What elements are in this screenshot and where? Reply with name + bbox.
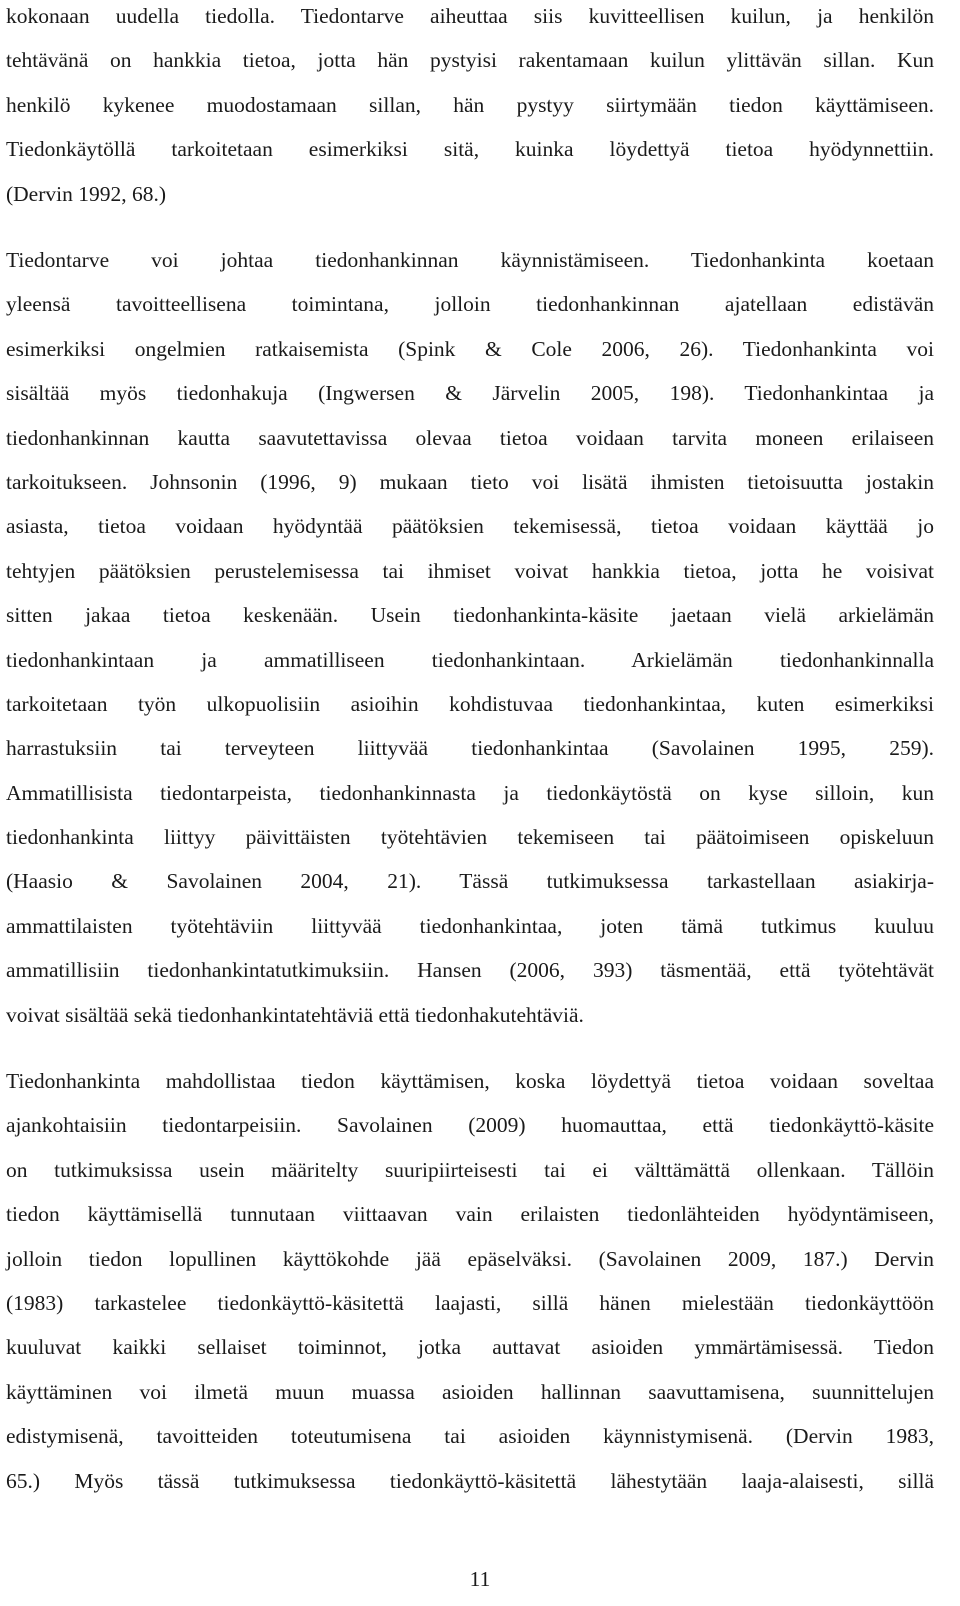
paragraph-line: (Haasio & Savolainen 2004, 21). Tässä tutkimuksessa tarkastellaan asiakirja-	[6, 869, 934, 894]
paragraph-line: ammatillisiin tiedonhankintatutkimuksiin. Hansen (2006, 393) täsmentää, että työtehtävät	[6, 958, 934, 983]
paragraph-line: edistymisenä, tavoitteiden toteutumisena tai asioiden käynnistymisenä. (Dervin 1983,	[6, 1424, 934, 1449]
paragraph-line: harrastuksiin tai terveyteen liittyvää tiedonhankintaa (Savolainen 1995, 259).	[6, 736, 934, 761]
paragraph-line: esimerkiksi ongelmien ratkaisemista (Spink & Cole 2006, 26). Tiedonhankinta voi	[6, 336, 934, 361]
paragraph-line: (1983) tarkastelee tiedonkäyttö-käsitettä laajasti, sillä hänen mielestään tiedonkäyttöön	[6, 1290, 934, 1315]
paragraph-line: yleensä tavoitteellisena toimintana, jolloin tiedonhankinnan ajatellaan edistävän	[6, 292, 934, 317]
paragraph-line: käyttäminen voi ilmetä muun muassa asioiden hallinnan saavuttamisena, suunnittelujen	[6, 1379, 934, 1404]
paragraph-line: kokonaan uudella tiedolla. Tiedontarve aiheuttaa siis kuvitteellisen kuilun, ja henkilön	[6, 4, 934, 28]
paragraph-line: tiedonhankintaan ja ammatilliseen tiedonhankintaan. Arkielämän tiedonhankinnalla	[6, 647, 934, 672]
paragraph-line: on tutkimuksissa usein määritelty suuripiirteisesti tai ei välttämättä ollenkaan. Tällöin	[6, 1157, 934, 1182]
paragraph-line: Tiedonhankinta mahdollistaa tiedon käyttämisen, koska löydettyä tietoa voidaan soveltaa	[6, 1069, 934, 1093]
paragraph-line: voivat sisältää sekä tiedonhankintatehtäviä että tiedonhakutehtäviä.	[6, 1002, 584, 1027]
paragraph-information-use	[6, 1059, 934, 1503]
paragraph-line: asiasta, tietoa voidaan hyödyntää päätöksien tekemisessä, tietoa voidaan käyttää jo	[6, 514, 934, 539]
paragraph-line: tarkoitetaan työn ulkopuolisiin asioihin kohdistuvaa tiedonhankintaa, kuten esimerkiksi	[6, 691, 934, 716]
paragraph-information-seeking	[6, 238, 934, 1037]
paragraph-line: ajankohtaisiin tiedontarpeisiin. Savolainen (2009) huomauttaa, että tiedonkäyttö-käsite	[6, 1113, 934, 1138]
paragraph-line: Ammatillisista tiedontarpeista, tiedonhankinnasta ja tiedonkäytöstä on kyse silloin, kun	[6, 780, 934, 805]
paragraph-line: tarkoitukseen. Johnsonin (1996, 9) mukaan tieto voi lisätä ihmisten tietoisuutta jostakin	[6, 469, 934, 494]
paragraph-line: tiedon käyttämisellä tunnutaan viittaavan vain erilaisten tiedonlähteiden hyödyntämiseen,	[6, 1202, 934, 1227]
page-number: 11	[469, 1567, 491, 1591]
paragraph-line: tehtyjen päätöksien perustelemisessa tai ihmiset voivat hankkia tietoa, jotta he voisivat	[6, 558, 934, 583]
paragraph-line: tehtävänä on hankkia tietoa, jotta hän pystyisi rakentamaan kuilun ylittävän sillan. Kun	[6, 48, 934, 73]
paragraph-line: sitten jakaa tietoa keskenään. Usein tiedonhankinta-käsite jaetaan vielä arkielämän	[6, 603, 934, 628]
paragraph-line: 65.) Myös tässä tutkimuksessa tiedonkäyttö-käsitettä lähestytään laaja-alaisesti, sillä	[6, 1468, 934, 1493]
paragraph-line: kuuluvat kaikki sellaiset toiminnot, jotka auttavat asioiden ymmärtämisessä. Tiedon	[6, 1335, 934, 1360]
paragraph-line: ammattilaisten työtehtäviin liittyvää tiedonhankintaa, joten tämä tutkimus kuuluu	[6, 913, 934, 938]
paragraph-line: tiedonhankinta liittyy päivittäisten työtehtävien tekemiseen tai päätoimiseen opiskeluun	[6, 825, 934, 850]
paragraph-line: jolloin tiedon lopullinen käyttökohde jää epäselväksi. (Savolainen 2009, 187.) Dervin	[6, 1246, 934, 1271]
paragraph-line: tiedonhankinnan kautta saavutettavissa olevaa tietoa voidaan tarvita moneen erilaiseen	[6, 425, 934, 450]
paragraph-line: (Dervin 1992, 68.)	[6, 181, 167, 206]
paragraph-line: Tiedontarve voi johtaa tiedonhankinnan käynnistämiseen. Tiedonhankinta koetaan	[6, 248, 934, 272]
paragraph-line: Tiedonkäytöllä tarkoitetaan esimerkiksi sitä, kuinka löydettyä tietoa hyödynnettiin.	[6, 137, 934, 162]
paragraph-line: sisältää myös tiedonhakuja (Ingwersen & Järvelin 2005, 198). Tiedonhankintaa ja	[6, 381, 934, 406]
paragraph-need-gap	[6, 0, 934, 216]
paragraph-line: henkilö kykenee muodostamaan sillan, hän pystyy siirtymään tiedon käyttämiseen.	[6, 92, 934, 117]
